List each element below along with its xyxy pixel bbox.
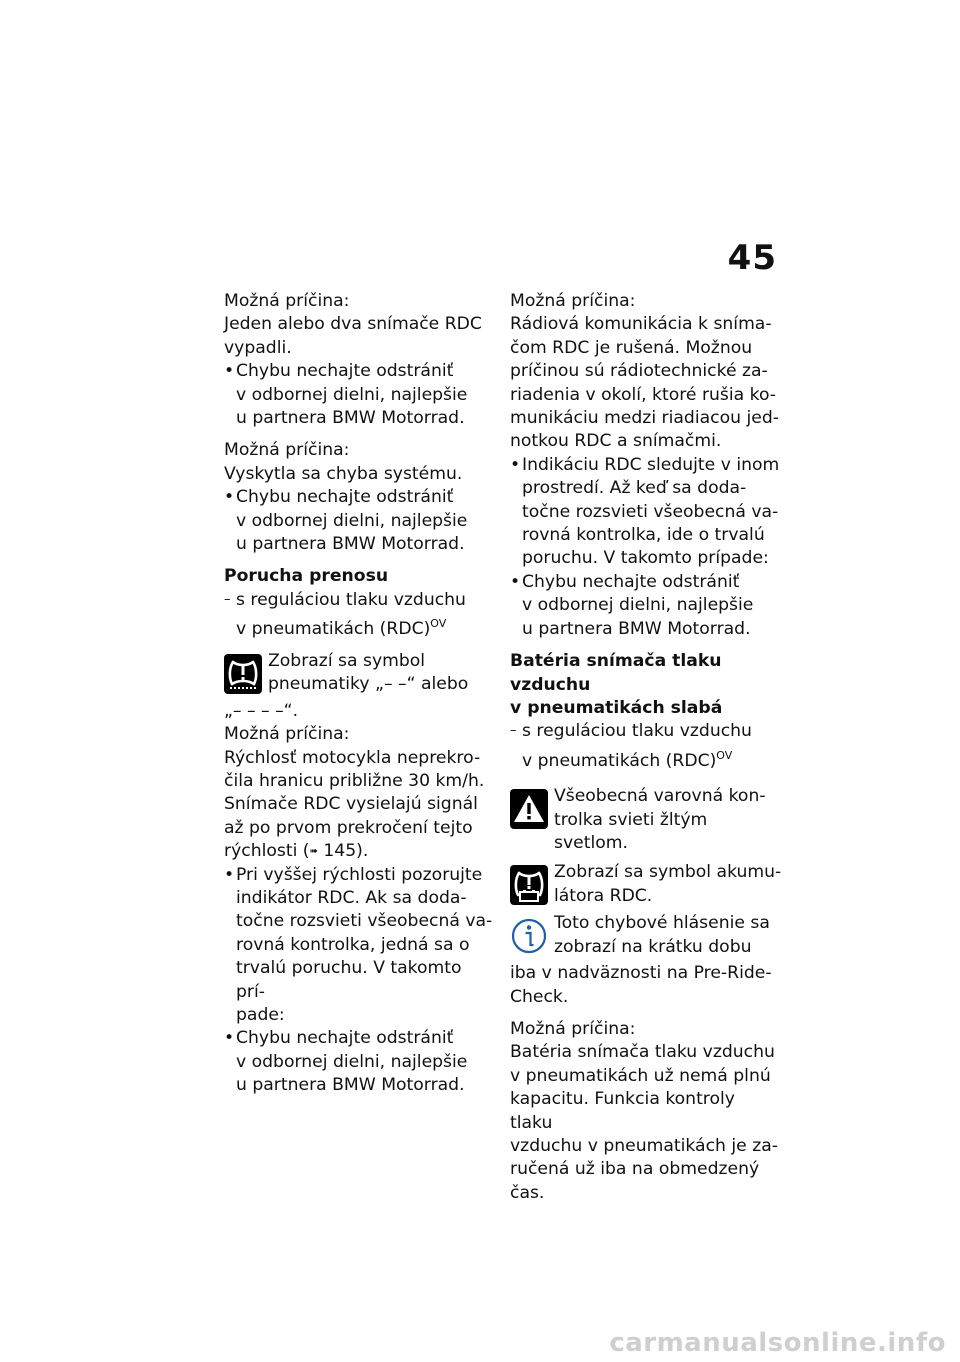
bullet-line: Chybu nechajte odstrániť xyxy=(236,487,454,508)
bullet-line: Chybu nechajte odstrániť xyxy=(522,571,740,592)
bullet-line: u partnera BMW Motorrad. xyxy=(236,534,465,555)
icon-note-line: pneumatiky „– –“ alebo xyxy=(268,674,469,695)
dash-item xyxy=(224,589,494,642)
info-icon xyxy=(510,916,548,960)
icon-note-line: Zobrazí sa symbol xyxy=(268,650,426,671)
rdc-battery-icon xyxy=(510,865,548,909)
bullet-line: pade: xyxy=(236,1004,285,1025)
cause-text: Jeden alebo dva snímače RDC xyxy=(224,314,482,335)
icon-note xyxy=(510,861,782,908)
cause-text: až po prvom prekročení tejto xyxy=(224,817,473,838)
icon-note-line: látora RDC. xyxy=(554,885,653,906)
cause-label: Možná príčina: xyxy=(224,291,350,311)
bullet-line: točne rozsvieti všeobecná va- xyxy=(236,911,493,932)
page-reference[interactable]: 145). xyxy=(317,841,369,862)
bullet-line: Chybu nechajte odstrániť xyxy=(236,361,454,382)
icon-note xyxy=(224,650,494,723)
bullet-item xyxy=(224,1027,494,1097)
bullet-line: Chybu nechajte odstrániť xyxy=(236,1028,454,1049)
bullet-line: prostredí. Až keď sa doda- xyxy=(522,478,747,499)
bullet-mark: • xyxy=(510,454,521,475)
cause-text-part: rýchlosti ( xyxy=(224,841,310,862)
cause-label: Možná príčina: xyxy=(510,291,636,311)
cause-label: Možná príčina: xyxy=(510,1018,636,1039)
dash-line xyxy=(236,612,494,641)
bullet-item xyxy=(510,571,782,641)
info-line: iba v nadväznosti na Pre-Ride- xyxy=(510,963,772,984)
bullet-line: v odbornej dielni, najlepšie xyxy=(236,1051,468,1072)
cause-text: ručená už iba na obmedzený xyxy=(510,1159,760,1180)
bullet-line: rovná kontrolka, ide o trvalú xyxy=(522,525,765,546)
dash-line: s reguláciou tlaku vzduchu xyxy=(236,589,466,610)
cause-text: vzduchu v pneumatikách je za- xyxy=(510,1136,778,1156)
general-warning-triangle-icon xyxy=(510,789,548,833)
bullet-line: v odbornej dielni, najlepšie xyxy=(236,510,468,531)
bullet-mark: • xyxy=(510,571,521,592)
cause-text: kapacitu. Funkcia kontroly tlaku xyxy=(510,1089,735,1133)
cause-text: Batéria snímača tlaku vzduchu xyxy=(510,1042,775,1063)
bullet-line: trvalú poruchu. V takomto prí- xyxy=(236,958,462,1002)
bullet-mark: • xyxy=(224,487,235,508)
cause-text: príčinou sú rádiotechnické za- xyxy=(510,361,768,382)
info-line: Check. xyxy=(510,986,569,1007)
bullet-mark: • xyxy=(224,361,235,382)
cause-text: Rýchlosť motocykla neprekro- xyxy=(224,747,481,768)
cause-text xyxy=(224,840,494,863)
cause-text: vypadli. xyxy=(224,337,292,358)
cause-text: čila hranicu približne 30 km/h. xyxy=(224,770,485,791)
right-column xyxy=(510,290,782,1205)
bullet-line: u partnera BMW Motorrad. xyxy=(522,618,751,639)
watermark: carmanualsonline.info xyxy=(609,1328,946,1358)
bullet-line: u partnera BMW Motorrad. xyxy=(236,1075,465,1096)
reference-arrow-icon: ➠ xyxy=(309,846,318,858)
bullet-line: u partnera BMW Motorrad. xyxy=(236,408,465,429)
section-heading: Batéria snímača tlaku vzduchu xyxy=(510,651,722,695)
cause-text: čas. xyxy=(510,1182,545,1203)
cause-text: čom RDC je rušená. Možnou xyxy=(510,337,753,358)
ov-superscript: OV xyxy=(716,748,733,762)
tire-pressure-warning-icon xyxy=(224,654,262,698)
bullet-mark: • xyxy=(224,864,235,885)
dash-mark: – xyxy=(510,723,517,739)
icon-note-line: „– – – –“. xyxy=(224,700,299,721)
bullet-line: točne rozsvieti všeobecná va- xyxy=(522,501,779,522)
cause-text: Snímače RDC vysielajú signál xyxy=(224,794,478,815)
ov-superscript: OV xyxy=(430,617,447,631)
cause-text: notkou RDC a snímačmi. xyxy=(510,431,722,452)
info-line: zobrazí na krátku dobu xyxy=(554,936,752,957)
bullet-line: Indikáciu RDC sledujte v inom xyxy=(522,454,780,475)
icon-note-line: trolka svieti žltým svetlom. xyxy=(554,809,708,853)
cause-text: riadenia v okolí, ktoré rušia ko- xyxy=(510,384,777,405)
cause-text: Rádiová komunikácia k sníma- xyxy=(510,314,772,335)
bullet-line: rovná kontrolka, jedná sa o xyxy=(236,934,470,955)
info-note xyxy=(510,912,782,1009)
page-number: 45 xyxy=(727,238,777,278)
section-heading: v pneumatikách slabá xyxy=(510,697,723,718)
info-line: Toto chybové hlásenie sa xyxy=(554,913,770,934)
icon-note xyxy=(510,785,782,855)
section-heading: Porucha prenosu xyxy=(224,566,389,587)
dash-text: v pneumatikách (RDC) xyxy=(522,750,717,771)
icon-note-line: Zobrazí sa symbol akumu- xyxy=(554,862,782,883)
dash-line: s reguláciou tlaku vzduchu xyxy=(522,721,752,742)
icon-note-line: Všeobecná varovná kon- xyxy=(554,786,766,807)
bullet-line: v odbornej dielni, najlepšie xyxy=(236,384,468,405)
bullet-line: indikátor RDC. Ak sa doda- xyxy=(236,887,467,908)
dash-mark: – xyxy=(224,591,231,607)
bullet-line: Pri vyššej rýchlosti pozorujte xyxy=(236,864,483,885)
bullet-item xyxy=(224,486,494,556)
cause-text: v pneumatikách už nemá plnú xyxy=(510,1065,771,1086)
bullet-item xyxy=(224,864,494,1028)
cause-label: Možná príčina: xyxy=(224,440,350,461)
bullet-line: v odbornej dielni, najlepšie xyxy=(522,595,754,616)
left-column xyxy=(224,290,494,1098)
bullet-item xyxy=(510,454,782,571)
cause-label: Možná príčina: xyxy=(224,724,350,745)
cause-text: munikáciu medzi riadiacou jed- xyxy=(510,408,779,429)
cause-text: Vyskytla sa chyba systému. xyxy=(224,463,463,484)
bullet-mark: • xyxy=(224,1028,235,1049)
dash-item xyxy=(510,720,782,773)
bullet-item xyxy=(224,360,494,430)
dash-text: v pneumatikách (RDC) xyxy=(236,619,431,640)
bullet-line: poruchu. V takomto prípade: xyxy=(522,548,769,569)
dash-line xyxy=(522,744,782,773)
